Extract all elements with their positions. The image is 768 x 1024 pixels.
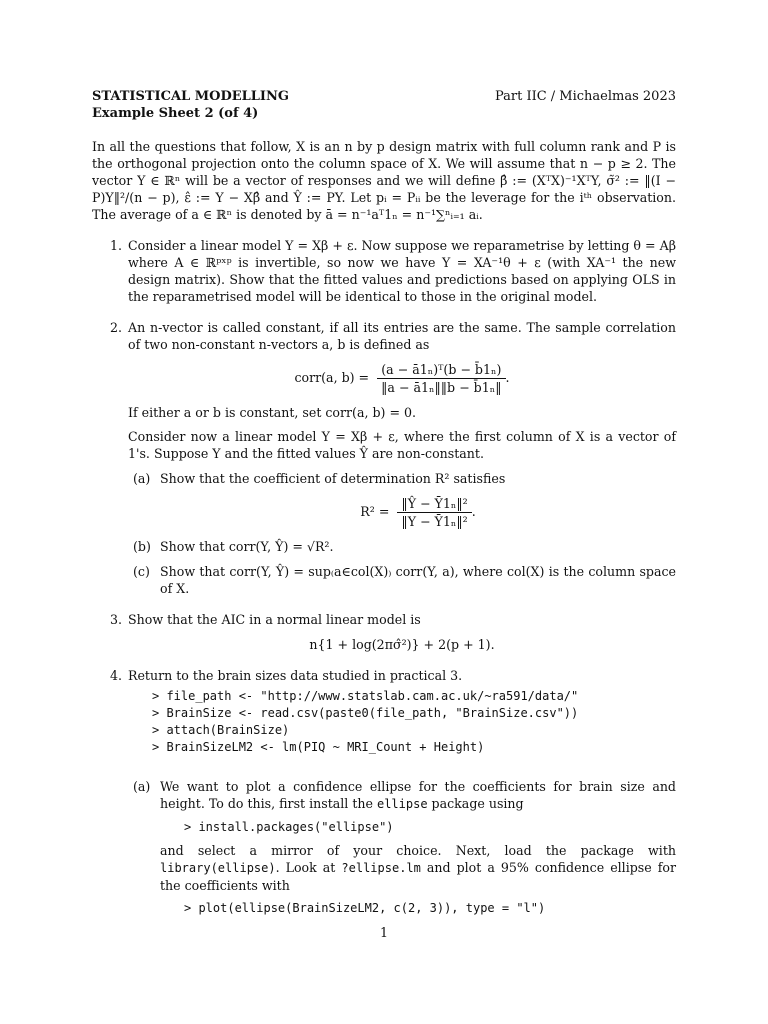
question-1 [92, 237, 676, 305]
r-code-plot: > plot(ellipse(BrainSizeLM2, c(2, 3)), type = "l") [184, 901, 546, 915]
library-call: library(ellipse) [160, 861, 276, 875]
subquestion-b [128, 538, 676, 555]
text-span: and plot a 95% confidence ellipse for the coefficients with [160, 860, 676, 893]
equation-lhs: corr(a, b) = [294, 370, 370, 385]
subquestion-text: Show that corr(Y, Ŷ) = sup₍a∈col(X)₎ corr(Y, a), where col(X) is the column space of X. [160, 564, 676, 596]
corr-definition-equation [128, 361, 676, 396]
r-code-block: > file_path <- "http://www.statslab.cam.ac.uk/~ra591/data/" > BrainSize <- read.csv(paste0(file_path, "BrainSize.csv")) > attach(BrainSize) > BrainSizeLM2 <- lm(PIQ ~ MRI_Count + Height) [152, 689, 579, 754]
question-text: Consider a linear model Y = Xβ + ε. Now suppose we reparametrise by letting θ = Aβ where A ∈ ℝᵖˣᵖ is invertible, so now we have Y = XA⁻¹θ + ε (with XA⁻¹ the new design matrix). Show that the fitted values and predictions based on applying OLS in the reparametrised model will be identical to those in the original model. [128, 238, 676, 304]
question-number: 3. [110, 612, 123, 627]
equation-denominator: ‖a − ā1ₙ‖‖b − b̄1ₙ‖ [381, 380, 502, 395]
equation-fraction [397, 495, 471, 530]
question-4 [92, 667, 676, 917]
subquestion-text [160, 842, 676, 894]
subquestion-label: (b) [133, 539, 151, 554]
text-span: We want to plot a confidence ellipse for the coefficients for brain size and height. To do this, first install the [160, 779, 676, 811]
text-span: package using [427, 796, 524, 811]
question-number: 4. [110, 668, 123, 683]
subquestion-label: (a) [133, 471, 151, 486]
question-number: 2. [110, 320, 123, 335]
subquestion-label: (a) [133, 779, 151, 794]
text-span: and select a mirror of your choice. Next, load the package with [160, 843, 676, 858]
question-text: An n-vector is called constant, if all its entries are the same. The sample correlation of two non-constant n-vectors a, b is defined as [128, 320, 676, 352]
subquestion-text: Show that corr(Y, Ŷ) = √R². [160, 539, 334, 554]
question-text: Show that the AIC in a normal linear model is [128, 612, 421, 627]
equation-end: . [505, 370, 510, 385]
text-span: . Look at [275, 860, 342, 875]
subquestion-a [128, 778, 676, 917]
intro-paragraph: In all the questions that follow, X is an n by p design matrix with full column rank and P is the orthogonal projection onto the column space of X. We will assume that n − p ≥ 2. The vector Y ∈ ℝⁿ will be a vector of responses and we will define β̂ := (XᵀX)⁻¹XᵀY, σ̃² := ‖(I − P)Y‖²/(n − p), ε̂ := Y − Xβ̂ and Ŷ := PY. Let pᵢ = Pᵢᵢ be the leverage for the iᵗʰ observation. The average of a ∈ ℝⁿ is denoted by ā = n⁻¹aᵀ1ₙ = n⁻¹∑ⁿᵢ₌₁ aᵢ. [92, 139, 676, 222]
question-3 [92, 611, 676, 653]
subquestion-label: (c) [133, 564, 150, 579]
page-content [92, 88, 676, 923]
sheet-title: STATISTICAL MODELLING [92, 89, 289, 104]
equation-lhs: R² = [360, 504, 390, 519]
equation-numerator: (a − ā1ₙ)ᵀ(b − b̄1ₙ) [377, 361, 505, 379]
header [92, 88, 676, 105]
subquestion-text [160, 778, 676, 813]
equation-denominator: ‖Y − Ȳ1ₙ‖² [401, 514, 468, 529]
subquestion-text: Show that the coefficient of determination R² satisfies [160, 471, 506, 486]
equation-end: . [471, 504, 476, 519]
subquestion-a [128, 470, 676, 530]
package-name: ellipse [376, 797, 428, 811]
question-text: Return to the brain sizes data studied in practical 3. [128, 668, 463, 683]
question-paragraph: Consider now a linear model Y = Xβ + ε, where the first column of X is a vector of 1's. Suppose Y and the fitted values Ŷ are non-constant. [128, 429, 676, 461]
r-code-install: > install.packages("ellipse") [184, 820, 394, 834]
aic-equation: n{1 + log(2πσ̂²)} + 2(p + 1). [309, 637, 495, 652]
course-label: Part IIC / Michaelmas 2023 [494, 89, 676, 104]
question-2 [92, 319, 676, 597]
question-number: 1. [110, 238, 123, 253]
subquestion-c [128, 563, 676, 597]
r-squared-equation [160, 495, 676, 530]
equation-numerator: ‖Ŷ − Ȳ1ₙ‖² [397, 495, 471, 513]
sheet-subtitle: Example Sheet 2 (of 4) [92, 106, 259, 121]
help-call: ?ellipse.lm [341, 861, 421, 875]
question-paragraph: If either a or b is constant, set corr(a, b) = 0. [128, 405, 417, 420]
page-number: 1 [379, 925, 388, 940]
equation-fraction [377, 361, 505, 396]
